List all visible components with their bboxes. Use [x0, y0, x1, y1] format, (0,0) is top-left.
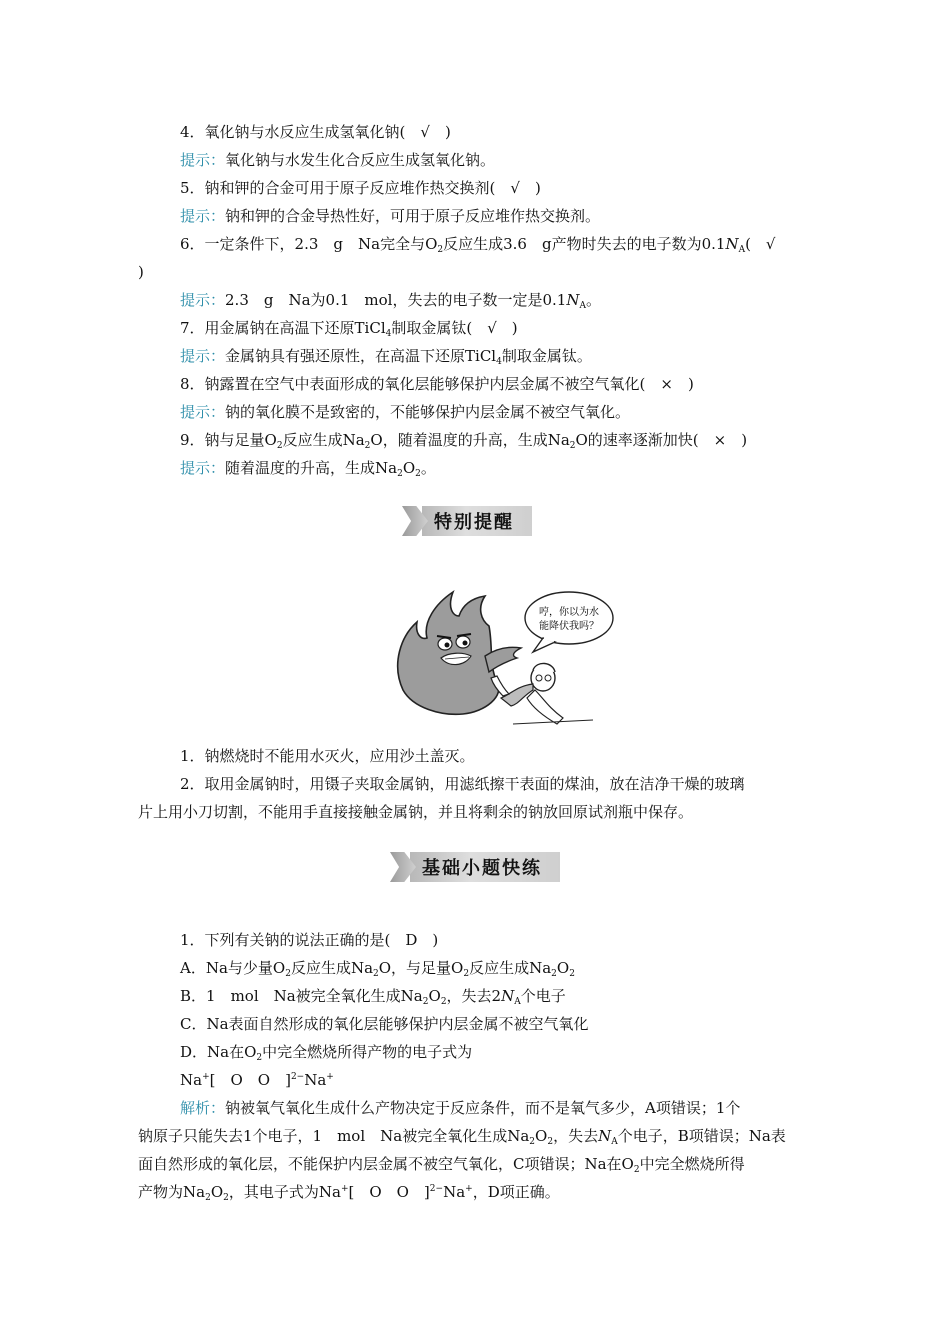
speech-line-2: 能降伏我吗？ [539, 621, 599, 632]
analysis-line-2: 钠原子只能失去1个电子，1 mol Na被完全氧化生成$Na_2O_2$，失去$N_A$个电子，B项错误；Na表 [138, 1127, 786, 1147]
analysis-label: 解析： [180, 1099, 226, 1117]
tip-2-line-1: 2．取用金属钠时，用镊子夹取金属钠，用滤纸擦干表面的煤油，放在洁净干燥的玻璃 [180, 775, 745, 793]
hint-label: 提示： [180, 151, 226, 169]
hint-5: 提示：钠和钾的合金导热性好，可用于原子反应堆作热交换剂。 [180, 207, 601, 225]
section-banner-special-reminder [402, 506, 532, 536]
hint-6: 提示：2.3 g Na为0.1 mol，失去的电子数一定是$0.1N_A$。 [180, 291, 601, 311]
electron-formula: Na+[ O O ]$^{2-}$Na+ [180, 1071, 334, 1089]
question-9: 9．钠与足量$O_2$反应生成$Na_2O$，随着温度的升高，生成$Na_2O$的速率逐渐加快( × ) [180, 431, 748, 451]
question-6-cont: ) [138, 263, 144, 281]
banner-title: 基础小题快练 [410, 852, 560, 882]
hint-7: 提示：金属钠具有强还原性，在高温下还原TiCl$_4$制取金属钛。 [180, 347, 592, 367]
tip-1: 1．钠燃烧时不能用水灭火，应用沙土盖灭。 [180, 747, 475, 765]
fire-cartoon-illustration [393, 586, 615, 734]
banner-title: 特别提醒 [422, 506, 532, 536]
section-banner-basic-quick-practice [390, 852, 560, 882]
analysis-line-4: 产物为$Na_2O_2$，其电子式为Na+[ O O ]$^{2-}$Na+，D项正确。 [138, 1183, 560, 1203]
hint-label: 提示： [180, 459, 226, 477]
tip-2-line-2: 片上用小刀切割，不能用手直接接触金属钠，并且将剩余的钠放回原试剂瓶中保存。 [138, 803, 694, 821]
analysis-line-1: 解析：钠被氧气氧化生成什么产物决定于反应条件，而不是氧气多少，A项错误；1个 [180, 1099, 741, 1117]
hint-9: 提示：随着温度的升高，生成$Na_2O_2$。 [180, 459, 436, 479]
speech-line-1: 哼，你以为水 [539, 607, 599, 618]
mc-stem: 1．下列有关钠的说法正确的是( D ) [180, 931, 439, 949]
hint-label: 提示： [180, 403, 226, 421]
question-4: 4．氧化钠与水反应生成氢氧化钠( √ ) [180, 123, 451, 141]
question-7: 7．用金属钠在高温下还原TiCl$_4$制取金属钛( √ ) [180, 319, 518, 339]
question-8: 8．钠露置在空气中表面形成的氧化层能够保护内层金属不被空气氧化( × ) [180, 375, 694, 393]
speech-bubble [525, 592, 613, 652]
hint-4: 提示：氧化钠与水发生化合反应生成氢氧化钠。 [180, 151, 496, 169]
hint-label: 提示： [180, 207, 226, 225]
mc-option-a: A．Na与少量$O_2$反应生成$Na_2O$，与足量$O_2$反应生成$Na_2O_2$ [180, 959, 575, 979]
question-6: 6．一定条件下，2.3 g Na完全与$O_2$反应生成3.6 g产物时失去的电子数为$0.1N_A$( √ [180, 235, 776, 255]
hint-label: 提示： [180, 347, 226, 365]
mc-option-d: D．Na在$O_2$中完全燃烧所得产物的电子式为 [180, 1043, 473, 1063]
mc-option-b: B．1 mol Na被完全氧化生成$Na_2O_2$，失去$2N_A$个电子 [180, 987, 566, 1007]
hint-8: 提示：钠的氧化膜不是致密的，不能够保护内层金属不被空气氧化。 [180, 403, 631, 421]
man-figure [491, 663, 593, 724]
question-5: 5．钠和钾的合金可用于原子反应堆作热交换剂( √ ) [180, 179, 541, 197]
flame-body [398, 592, 499, 714]
hint-label: 提示： [180, 291, 226, 309]
analysis-line-3: 面自然形成的氧化层，不能保护内层金属不被空气氧化，C项错误；Na在$O_2$中完全燃烧所得 [138, 1155, 745, 1175]
mc-option-c: C．Na表面自然形成的氧化层能够保护内层金属不被空气氧化 [180, 1015, 589, 1033]
